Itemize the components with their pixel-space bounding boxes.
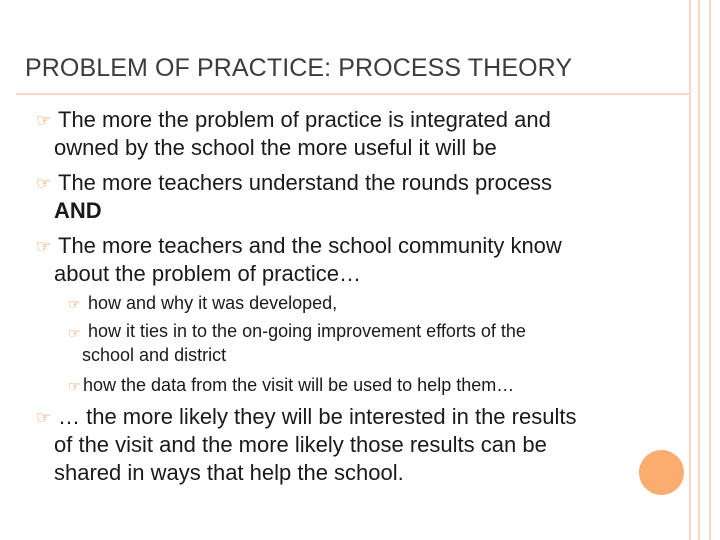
pointing-hand-icon: ☞ xyxy=(36,111,52,130)
pointing-hand-icon: ☞ xyxy=(36,408,52,427)
sub-bullet-item xyxy=(68,372,668,398)
bullet-text-line: about the problem of practice… xyxy=(54,261,361,286)
sub-bullet-item xyxy=(68,319,668,367)
bullet-text-line: AND xyxy=(54,198,102,223)
bullet-item xyxy=(36,403,686,487)
sub-bullet-text-line: how it ties in to the on-going improvement efforts of the xyxy=(88,321,526,341)
title-divider xyxy=(16,93,689,95)
bullet-text-line: … the more likely they will be interested in the results xyxy=(58,404,577,429)
pointing-hand-icon: ☞ xyxy=(68,325,81,341)
bullet-text-line: The more the problem of practice is integrated and xyxy=(58,107,551,132)
slide-title: PROBLEM OF PRACTICE: PROCESS THEORY xyxy=(25,54,573,82)
sub-bullet-text-line: how the data from the visit will be used to help them… xyxy=(83,375,515,395)
bullet-item xyxy=(36,106,676,162)
decorative-line xyxy=(689,0,691,540)
bullet-text-line: owned by the school the more useful it will be xyxy=(54,135,497,160)
bullet-item xyxy=(36,232,676,288)
bullet-text-line: The more teachers understand the rounds process xyxy=(58,170,553,195)
bullet-item xyxy=(36,169,676,225)
sub-bullet-text-line: school and district xyxy=(82,345,227,365)
sub-bullet-item xyxy=(68,290,668,316)
sub-bullet-text-line: how and why it was developed, xyxy=(88,293,338,313)
decorative-line xyxy=(698,0,700,540)
bullet-text-line: The more teachers and the school community know xyxy=(58,233,562,258)
decorative-line xyxy=(709,0,711,540)
bullet-text-line: shared in ways that help the school. xyxy=(54,460,404,485)
pointing-hand-icon: ☞ xyxy=(68,296,81,312)
pointing-hand-icon: ☞ xyxy=(36,174,52,193)
pointing-hand-icon: ☞ xyxy=(36,237,52,256)
pointing-hand-icon: ☞ xyxy=(68,378,81,394)
bullet-text-line: of the visit and the more likely those results can be xyxy=(54,432,547,457)
